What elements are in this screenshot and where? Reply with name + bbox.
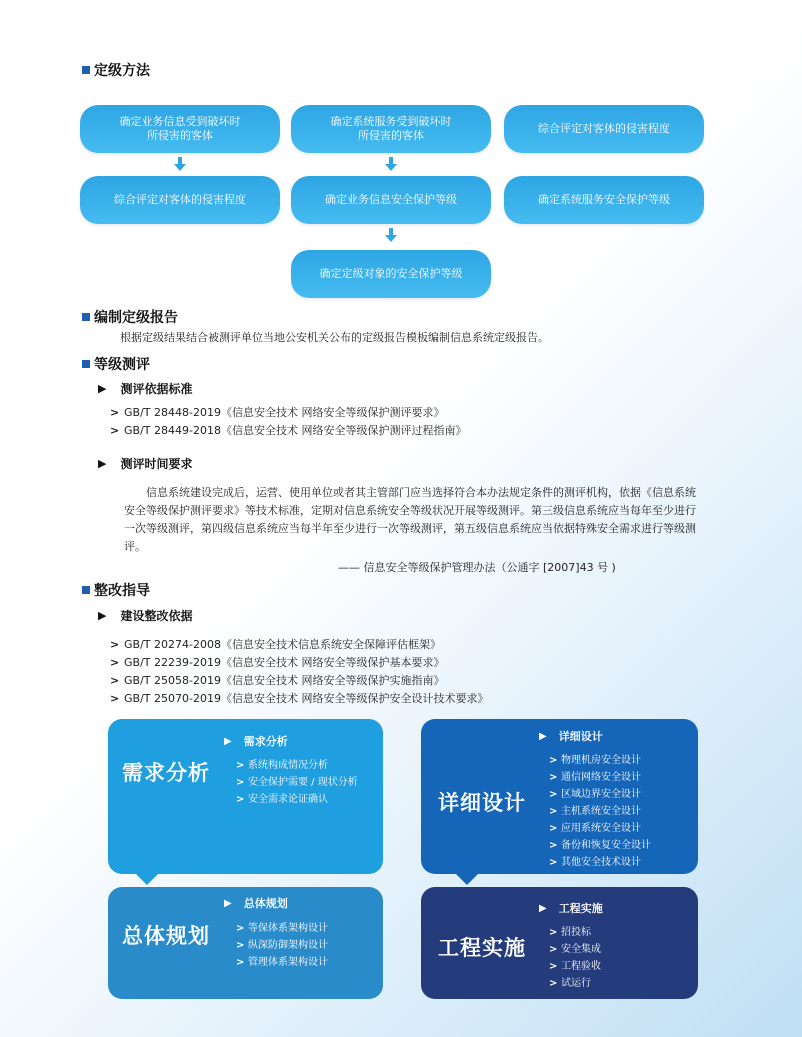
card-engineering bbox=[421, 887, 698, 999]
section-title-text: 编制定级报告 bbox=[94, 310, 178, 326]
card-notch bbox=[135, 873, 159, 885]
chevron-right-icon: > bbox=[236, 794, 245, 805]
section-title-evaluation bbox=[82, 354, 150, 374]
list-item: > 区域边界安全设计 bbox=[549, 786, 651, 803]
citation: —— 信息安全等级保护管理办法（公通字 [2007]43 号 ) bbox=[338, 561, 616, 574]
chevron-right-icon: > bbox=[549, 823, 558, 834]
list-item: > 安全集成 bbox=[549, 941, 601, 958]
subsection-title-text: 测评依据标准 bbox=[120, 382, 193, 396]
card-detailed-design bbox=[421, 719, 698, 874]
card-title: 总体规划 bbox=[122, 924, 210, 948]
card-title: 需求分析 bbox=[122, 761, 210, 785]
list-item: > 纵深防御架构设计 bbox=[236, 937, 328, 954]
list-item: > 试运行 bbox=[549, 975, 601, 992]
card-demand-analysis bbox=[108, 719, 383, 874]
eval-timing-paragraph: 信息系统建设完成后，运营、使用单位或者其主管部门应当选择符合本办法规定条件的测评机构，依据《信息系统安全等级保护测评要求》等技术标准，定期对信息系统安全等级状况开展等级测评。第三级信息系统应当每年至少进行一次等级测评，第四级信息系统应当每半年至少进行一次等级测评，第五级信息系统应当依据特殊安全需求进行等级测评。 bbox=[124, 486, 696, 553]
list-item: > 系统构成情况分析 bbox=[236, 757, 358, 774]
chevron-right-icon: > bbox=[110, 638, 120, 651]
list-item: > 安全需求论证确认 bbox=[236, 791, 358, 808]
chevron-right-icon: > bbox=[549, 978, 558, 989]
chevron-right-icon: > bbox=[549, 840, 558, 851]
triangle-right-icon: ▶ bbox=[224, 897, 232, 909]
triangle-right-icon: ▶ bbox=[98, 382, 107, 395]
card-head: ▶ 总体规划 bbox=[224, 897, 288, 910]
list-item: > 主机系统安全设计 bbox=[549, 803, 651, 820]
card-notch bbox=[455, 873, 479, 885]
card-list bbox=[236, 757, 358, 808]
subsection-title-text: 建设整改依据 bbox=[120, 609, 193, 623]
chevron-right-icon: > bbox=[549, 806, 558, 817]
list-item: > 安全保护需要 / 现状分析 bbox=[236, 774, 358, 791]
list-item: > GB/T 20274-2008《信息安全技术信息系统安全保障评估框架》 bbox=[110, 636, 488, 654]
chevron-right-icon: > bbox=[236, 777, 245, 788]
list-item: > GB/T 22239-2019《信息安全技术 网络安全等级保护基本要求》 bbox=[110, 654, 488, 672]
section-marker-icon bbox=[82, 313, 90, 321]
card-title: 详细设计 bbox=[438, 791, 526, 815]
subsection-eval-timing bbox=[98, 455, 192, 472]
section-marker-icon bbox=[82, 360, 90, 368]
section-marker-icon bbox=[82, 586, 90, 594]
triangle-right-icon: ▶ bbox=[224, 735, 232, 747]
chevron-right-icon: > bbox=[236, 760, 245, 771]
chevron-right-icon: > bbox=[236, 923, 245, 934]
card-head: ▶ 工程实施 bbox=[539, 902, 603, 915]
rect-standard-list bbox=[110, 636, 488, 708]
flow-box-assess-harm-left: 综合评定对客体的侵害程度 bbox=[80, 176, 280, 224]
chevron-right-icon: > bbox=[110, 656, 120, 669]
chevron-right-icon: > bbox=[236, 940, 245, 951]
down-arrow-icon bbox=[385, 228, 397, 242]
chevron-right-icon: > bbox=[549, 755, 558, 766]
flow-box-business-object: 确定业务信息受到破坏时 所侵害的客体 bbox=[80, 105, 280, 153]
card-overall-planning bbox=[108, 887, 383, 999]
subsection-title-text: 测评时间要求 bbox=[120, 457, 193, 471]
list-item: > GB/T 28449-2018《信息安全技术 网络安全等级保护测评过程指南》 bbox=[110, 422, 466, 440]
eval-standard-list bbox=[110, 404, 466, 440]
list-item: > GB/T 25058-2019《信息安全技术 网络安全等级保护实施指南》 bbox=[110, 672, 488, 690]
chevron-right-icon: > bbox=[110, 692, 120, 705]
list-item: > 通信网络安全设计 bbox=[549, 769, 651, 786]
chevron-right-icon: > bbox=[549, 789, 558, 800]
subsection-rect-basis bbox=[98, 607, 192, 624]
list-item: > 工程验收 bbox=[549, 958, 601, 975]
triangle-right-icon: ▶ bbox=[539, 730, 547, 742]
chevron-right-icon: > bbox=[549, 961, 558, 972]
flow-box-service-object: 确定系统服务受到破坏时 所侵害的客体 bbox=[291, 105, 491, 153]
section-title-rectification bbox=[82, 580, 150, 600]
section-title-text: 整改指导 bbox=[94, 583, 150, 599]
flow-box-service-level: 确定系统服务安全保护等级 bbox=[504, 176, 704, 224]
section-title-report bbox=[82, 307, 178, 327]
subsection-eval-basis bbox=[98, 380, 192, 397]
card-head: ▶ 详细设计 bbox=[539, 730, 603, 743]
list-item: > 其他安全技术设计 bbox=[549, 854, 651, 871]
chevron-right-icon: > bbox=[549, 927, 558, 938]
chevron-right-icon: > bbox=[110, 424, 120, 437]
list-item: > 应用系统安全设计 bbox=[549, 820, 651, 837]
section-title-text: 等级测评 bbox=[94, 357, 150, 373]
triangle-right-icon: ▶ bbox=[539, 902, 547, 914]
card-head: ▶ 需求分析 bbox=[224, 735, 288, 748]
card-title: 工程实施 bbox=[438, 936, 526, 960]
section-title-grading-method bbox=[82, 60, 150, 80]
list-item: > 招投标 bbox=[549, 924, 601, 941]
chevron-right-icon: > bbox=[549, 944, 558, 955]
card-list bbox=[549, 924, 601, 992]
down-arrow-icon bbox=[174, 157, 186, 171]
section-marker-icon bbox=[82, 66, 90, 74]
list-item: > 等保体系架构设计 bbox=[236, 920, 328, 937]
card-list bbox=[549, 752, 651, 871]
section-title-text: 定级方法 bbox=[94, 63, 150, 79]
chevron-right-icon: > bbox=[236, 957, 245, 968]
list-item: > GB/T 28448-2019《信息安全技术 网络安全等级保护测评要求》 bbox=[110, 404, 466, 422]
list-item: > 物理机房安全设计 bbox=[549, 752, 651, 769]
down-arrow-icon bbox=[385, 157, 397, 171]
flow-box-business-level: 确定业务信息安全保护等级 bbox=[291, 176, 491, 224]
report-text: 根据定级结果结合被测评单位当地公安机关公布的定级报告模板编制信息系统定级报告。 bbox=[120, 331, 549, 344]
triangle-right-icon: ▶ bbox=[98, 609, 107, 622]
chevron-right-icon: > bbox=[110, 674, 120, 687]
flow-box-assess-harm-right: 综合评定对客体的侵害程度 bbox=[504, 105, 704, 153]
chevron-right-icon: > bbox=[110, 406, 120, 419]
list-item: > 管理体系架构设计 bbox=[236, 954, 328, 971]
triangle-right-icon: ▶ bbox=[98, 457, 107, 470]
list-item: > GB/T 25070-2019《信息安全技术 网络安全等级保护安全设计技术要求》 bbox=[110, 690, 488, 708]
list-item: > 备份和恢复安全设计 bbox=[549, 837, 651, 854]
flow-box-final-level: 确定定级对象的安全保护等级 bbox=[291, 250, 491, 298]
chevron-right-icon: > bbox=[549, 857, 558, 868]
chevron-right-icon: > bbox=[549, 772, 558, 783]
card-list bbox=[236, 920, 328, 971]
